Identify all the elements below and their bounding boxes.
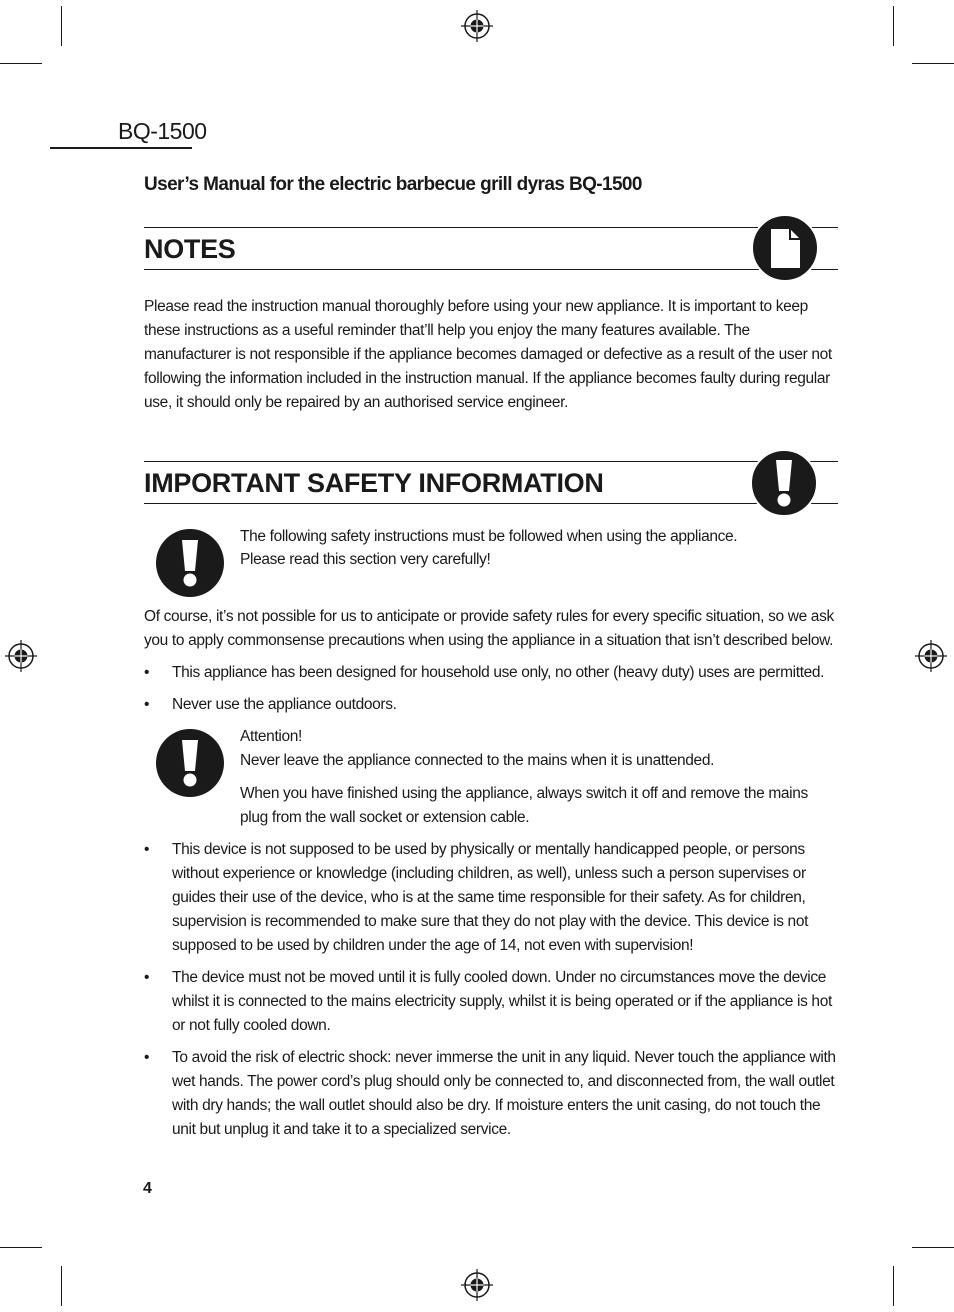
crop-mark xyxy=(912,63,954,64)
callout-line: When you have finished using the appliance, always switch it off and remove the mains plug from the wall socket or extension cable. xyxy=(240,785,808,826)
bullet-text: This device is not supposed to be used by physically or mentally handicapped people, or persons without experience or knowledge (including children, as well), unless such a person supervises or guides their use of the device, who is at the same time responsible for their safety. As for children, supervision is recommended to make sure that they do not play with the device. This device is not supposed to be used by children under the age of 14, not even with supervision! xyxy=(172,841,809,954)
registration-mark-icon xyxy=(461,1269,493,1301)
section-rule-bottom xyxy=(144,503,838,504)
bullet-text: This appliance has been designed for household use only, no other (heavy duty) uses are permitted. xyxy=(172,664,825,681)
crop-mark xyxy=(893,6,894,46)
notes-title: NOTES xyxy=(144,234,236,264)
crop-mark xyxy=(61,6,62,46)
bullet-marker: • xyxy=(144,841,150,858)
page-number: 4 xyxy=(143,1180,152,1197)
crop-mark xyxy=(893,1266,894,1306)
registration-mark-icon xyxy=(5,640,37,672)
bullet-text: To avoid the risk of electric shock: never immerse the unit in any liquid. Never touch the appliance with wet hands. The power cord’s plug should only be connected to, and disconnected from, the wall outlet with dry hands; the wall outlet should also be dry. If moisture enters the unit casing, do not touch the unit but unplug it and take it to a specialized service. xyxy=(172,1049,836,1138)
bullet-text: The device must not be moved until it is fully cooled down. Under no circumstances move the device whilst it is connected to the mains electricity supply, whilst it is being operated or if the appliance is hot or not fully cooled down. xyxy=(172,969,832,1034)
notes-body: Please read the instruction manual thoroughly before using your new appliance. It is important to keep these instructions as a useful reminder that’ll help you enjoy the many features available. The manufacturer is not responsible if the appliance becomes damaged or defective as a result of the user not following the information included in the instruction manual. If the appliance becomes faulty during regular use, it should only be repaired by an authorised service engineer. xyxy=(144,298,832,411)
crop-mark xyxy=(0,1247,42,1248)
crop-mark xyxy=(61,1266,62,1306)
section-rule-bottom xyxy=(144,269,838,270)
section-rule-top xyxy=(144,461,838,462)
bullet-marker: • xyxy=(144,664,150,681)
bullet-marker: • xyxy=(144,969,150,986)
document-icon xyxy=(750,213,820,283)
crop-mark xyxy=(912,1247,954,1248)
crop-mark xyxy=(0,63,42,64)
registration-mark-icon xyxy=(461,10,493,42)
bullet-marker: • xyxy=(144,696,150,713)
bullet-text: Never use the appliance outdoors. xyxy=(172,696,397,713)
callout-line: The following safety instructions must be followed when using the appliance. xyxy=(240,528,738,545)
section-rule-top xyxy=(144,227,838,228)
callout-line: Never leave the appliance connected to the mains when it is unattended. xyxy=(240,752,715,769)
registration-mark-icon xyxy=(915,640,947,672)
safety-title: IMPORTANT SAFETY INFORMATION xyxy=(144,468,604,498)
warning-exclamation-icon xyxy=(155,528,225,598)
bullet-marker: • xyxy=(144,1049,150,1066)
safety-intro: Of course, it’s not possible for us to anticipate or provide safety rules for every specific situation, so we ask you to apply commonsense precautions when using the appliance in a situation that isn’t described below. xyxy=(144,608,834,649)
model-underline xyxy=(50,147,192,149)
warning-exclamation-icon xyxy=(155,728,225,798)
attention-heading: Attention! xyxy=(240,728,302,745)
callout-line: Please read this section very carefully! xyxy=(240,551,491,568)
model-label: BQ-1500 xyxy=(118,118,207,144)
exclamation-icon xyxy=(749,448,819,518)
manual-subtitle: User’s Manual for the electric barbecue grill dyras BQ-1500 xyxy=(144,174,642,195)
